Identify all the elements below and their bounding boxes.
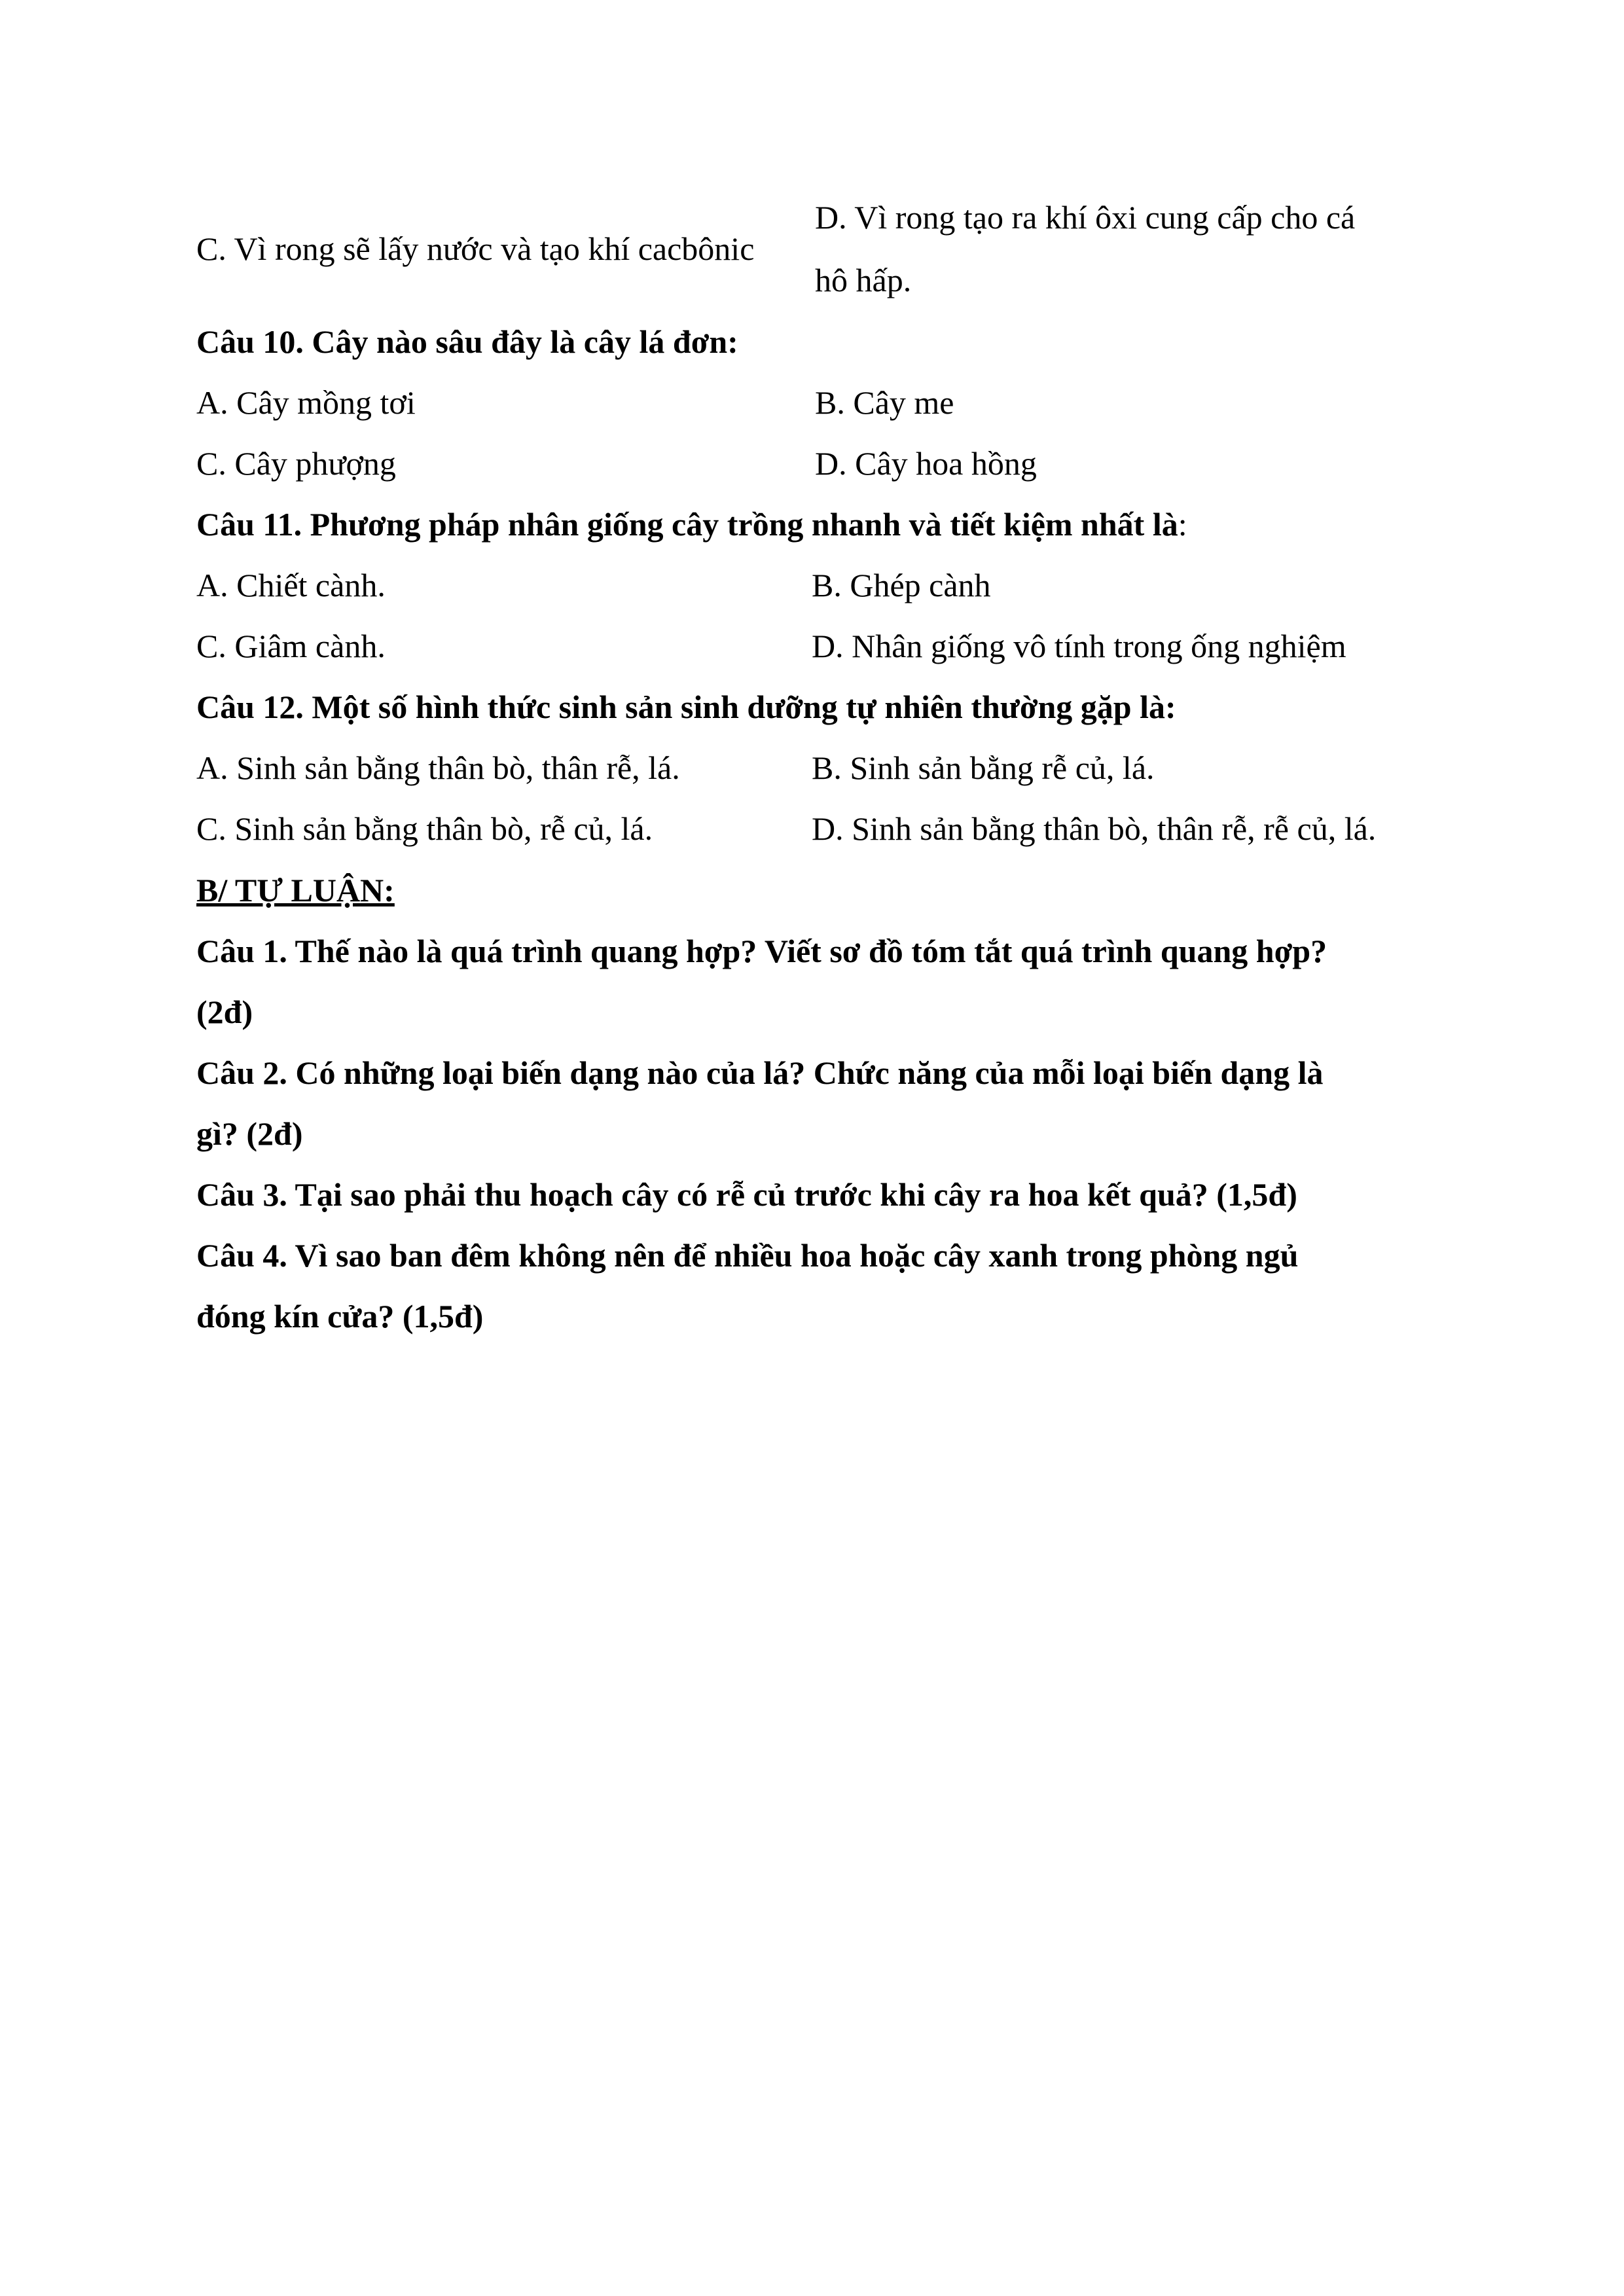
q12-option-c: C. Sinh sản bằng thân bò, rễ củ, lá.	[196, 810, 653, 847]
q11-option-b: B. Ghép cành	[812, 567, 991, 603]
prev-option-c: C. Vì rong sẽ lấy nước và tạo khí cacbônic	[196, 230, 755, 267]
essay-q2-line1: Câu 2. Có những loại biến dạng nào của lá? Chức năng của mỗi loại biến dạng là	[196, 1054, 1324, 1091]
question-11	[196, 505, 1187, 544]
essay-q2-line2: gì? (2đ)	[196, 1115, 303, 1152]
q10-option-a: A. Cây mồng tơi	[196, 384, 416, 421]
q10-option-d: D. Cây hoa hồng	[815, 445, 1037, 482]
q12-option-b: B. Sinh sản bằng rễ củ, lá.	[812, 749, 1155, 786]
essay-q3: Câu 3. Tại sao phải thu hoạch cây có rễ củ trước khi cây ra hoa kết quả? (1,5đ)	[196, 1176, 1297, 1213]
question-10: Câu 10. Cây nào sâu đây là cây lá đơn:	[196, 323, 738, 360]
question-11-colon: :	[1178, 506, 1187, 543]
essay-q1-line1: Câu 1. Thế nào là quá trình quang hợp? Viết sơ đồ tóm tắt quá trình quang hợp?	[196, 933, 1327, 969]
question-11-text: Câu 11. Phương pháp nhân giống cây trồng nhanh và tiết kiệm nhất là	[196, 506, 1178, 543]
q11-option-c: C. Giâm cành.	[196, 628, 386, 664]
q12-option-d: D. Sinh sản bằng thân bò, thân rễ, rễ củ, lá.	[812, 810, 1377, 847]
essay-q4-line1: Câu 4. Vì sao ban đêm không nên để nhiều hoa hoặc cây xanh trong phòng ngủ	[196, 1237, 1299, 1274]
q10-option-b: B. Cây me	[815, 384, 954, 421]
q11-option-d: D. Nhân giống vô tính trong ống nghiệm	[812, 628, 1346, 664]
essay-q4-line2: đóng kín cửa? (1,5đ)	[196, 1298, 484, 1335]
q10-option-c: C. Cây phượng	[196, 445, 396, 482]
essay-heading: B/ TỰ LUẬN:	[196, 872, 395, 908]
q12-option-a: A. Sinh sản bằng thân bò, thân rễ, lá.	[196, 749, 680, 786]
question-12: Câu 12. Một số hình thức sinh sản sinh dưỡng tự nhiên thường gặp là:	[196, 689, 1176, 725]
q11-option-a: A. Chiết cành.	[196, 567, 386, 603]
prev-option-d-line1: D. Vì rong tạo ra khí ôxi cung cấp cho cá	[815, 199, 1356, 236]
essay-q1-line2: (2đ)	[196, 994, 253, 1030]
prev-option-d-line2: hô hấp.	[815, 262, 912, 298]
